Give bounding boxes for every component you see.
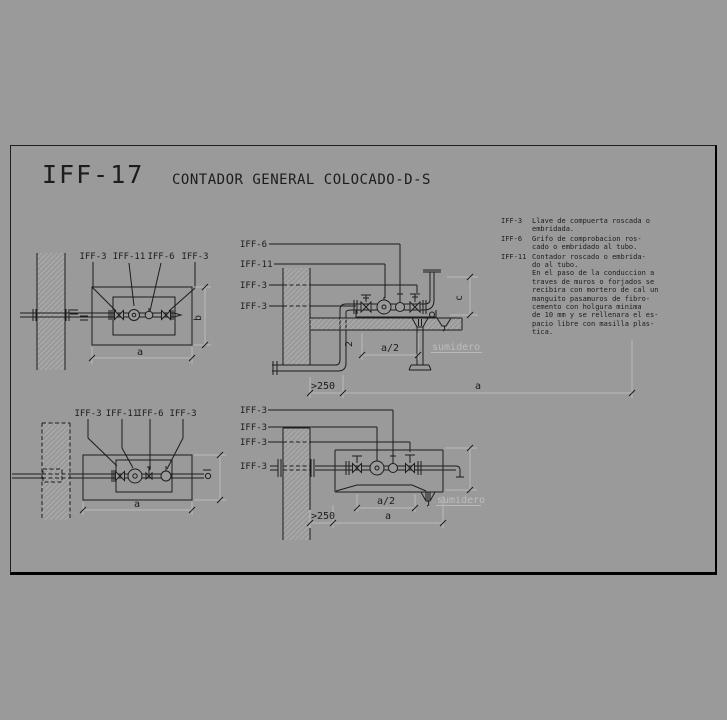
drain-label: sumidero: [432, 342, 481, 353]
component-label: IFF-3: [240, 406, 268, 416]
drain-funnel-icon: [421, 492, 435, 506]
test-tap-icon: [389, 456, 398, 473]
section-bottom: [240, 406, 485, 540]
legend-text: Llave de compuerta roscada o embridada.: [532, 217, 651, 234]
component-label: IFF-6: [136, 409, 164, 419]
gate-valve-icon: [115, 311, 124, 320]
dim-a: a: [133, 499, 141, 510]
component-label: IFF-3: [169, 409, 197, 419]
test-tap-icon: [146, 467, 152, 479]
dim-a: a: [136, 347, 144, 358]
component-label: IFF-3: [240, 438, 268, 448]
dim-a: a: [384, 511, 392, 522]
wall-hatch: [283, 428, 310, 540]
dim-a-half: a/2: [376, 496, 396, 507]
wall-hatch: [283, 268, 310, 365]
gate-valve-icon: [410, 294, 420, 312]
wall-hatch: [42, 423, 70, 520]
dim-slope: 2: [344, 340, 355, 348]
pipe-end-icon: [456, 466, 464, 477]
meter-icon: [377, 297, 391, 314]
dim-min-250: >250: [311, 511, 336, 522]
dim-b: b: [193, 314, 204, 322]
component-label: IFF-3: [79, 252, 107, 262]
sheet-title: CONTADOR GENERAL COLOCADO-D-S: [172, 172, 431, 188]
legend-text: Contador roscado o embrida- do al tubo. En el paso de la conduccion a traves de muros o forjados se recibira con mortero de cal un manguito pasamuros de fibro- cemento con holgura minima de 10 mm y se rellenara el es- pacio libre con masilla plas- tica.: [532, 252, 659, 337]
component-label: IFF-3: [240, 462, 268, 472]
component-label: IFF-3: [181, 252, 209, 262]
gate-valve-icon: [161, 466, 171, 481]
test-tap-icon: [145, 308, 153, 319]
meter-icon: [129, 310, 140, 321]
drain-label: sumidero: [437, 495, 486, 506]
test-tap-icon: [396, 294, 405, 312]
dim-min-250: >250: [311, 381, 336, 392]
component-label: IFF-3: [240, 281, 268, 291]
pipe-end-icon: [203, 470, 211, 479]
legend-code: IFF-11: [501, 252, 527, 261]
meter-icon: [128, 469, 142, 483]
component-label: IFF-11: [240, 260, 273, 270]
meter-icon: [370, 458, 384, 475]
section-top: [240, 240, 635, 398]
gate-valve-icon: [116, 472, 125, 481]
legend-text: Grifo de comprobacion ros- cado o embridado al tubo.: [532, 234, 642, 252]
component-label: IFF-3: [240, 302, 268, 312]
component-label: IFF-11: [105, 409, 139, 419]
tundish-icon: [430, 312, 435, 317]
component-label: IFF-3: [74, 409, 102, 419]
dim-a: a: [474, 381, 482, 392]
wall-hatch: [37, 253, 65, 370]
plan-bottom: [12, 409, 226, 520]
dim-a-half: a/2: [380, 343, 400, 354]
component-label: IFF-6: [240, 240, 268, 250]
plan-top: [20, 252, 211, 370]
dim-c: c: [454, 294, 465, 302]
component-label: IFF-3: [240, 423, 268, 433]
component-label: IFF-11: [112, 252, 146, 262]
component-label: IFF-6: [147, 252, 175, 262]
sheet-code: IFF-17: [42, 160, 145, 189]
legend-code: IFF-6: [501, 234, 523, 243]
gate-valve-icon: [162, 311, 171, 320]
legend-code: IFF-3: [501, 217, 523, 225]
